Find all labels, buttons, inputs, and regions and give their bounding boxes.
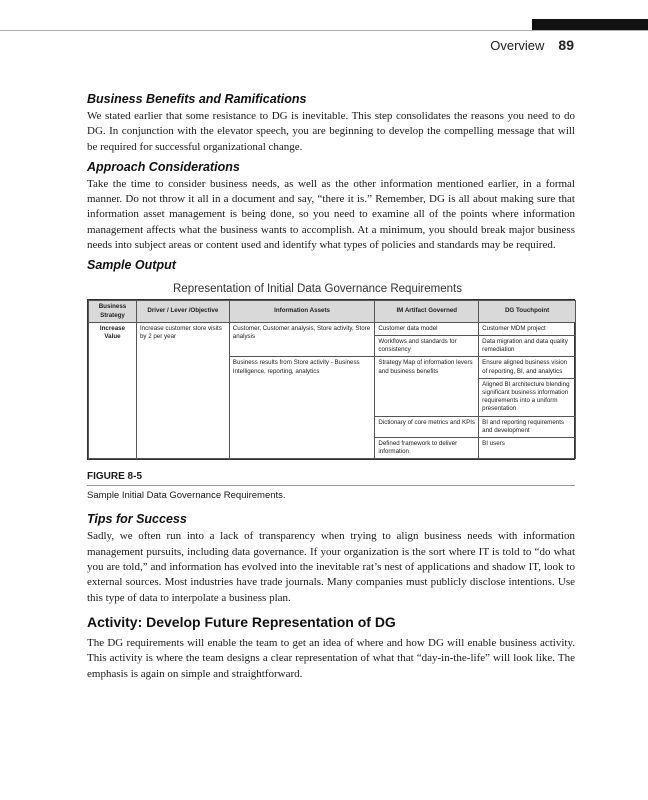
section-body-tips: Sadly, we often run into a lack of transparency when trying to align business needs with information management pursuits, including data governance. If your organization is the sort where IT is told to “do what you are told,” and information has evolved into the inevitable rat’s nest of applications and shadow IT, look to external sources. Most industries have trade journals. Many companies must publicly disclose intentions. Use this type of data to interpolate a business plan.	[87, 530, 575, 604]
table-row	[89, 322, 576, 335]
touchpoint-cell: BI users	[479, 438, 576, 459]
touchpoint-cell: Ensure aligned business vision of reporting, BI, and analytics	[479, 357, 576, 378]
asset-cell: Business results from Store activity - Business Intelligence, reporting, analytics	[229, 357, 375, 459]
figure-table-frame	[87, 299, 575, 460]
requirements-table	[88, 300, 576, 459]
activity-heading: Activity: Develop Future Representation of DG	[87, 613, 396, 630]
table-header-row	[89, 301, 576, 322]
figure-title: Representation of Initial Data Governance Requirements	[173, 283, 462, 296]
page-number: 89	[558, 37, 574, 53]
section-heading-tips: Tips for Success	[87, 512, 187, 527]
running-header-section: Overview	[490, 38, 545, 53]
figure-caption: Sample Initial Data Governance Requirements.	[87, 490, 286, 502]
artifact-cell: Workflows and standards for consistency	[375, 335, 479, 356]
page-content	[87, 92, 575, 687]
column-header: IM Artifact Governed	[375, 301, 479, 322]
section-heading-benefits: Business Benefits and Ramifications	[87, 92, 307, 106]
section-body-benefits: We stated earlier that some resistance to DG is inevitable. This step consolidates the reasons you need to do DG. In conjunction with the elevator speech, you are beginning to develop the compelling message that will be required for successful organizational change.	[87, 110, 575, 153]
artifact-cell: Strategy Map of information levers and business benefits	[375, 357, 479, 416]
header-rule	[0, 30, 648, 31]
touchpoint-cell: Customer MDM project	[479, 322, 576, 335]
figure-rule	[87, 485, 575, 486]
driver-cell: Increase customer store visits by 2 per year	[136, 322, 229, 459]
activity-body: The DG requirements will enable the team to get an idea of where and how DG will enable business activity. This activity is where the team designs a clear representation of what that “day-in-the-life” will look like. The emphasis is again on simple and straightforward.	[87, 636, 575, 680]
section-heading-approach: Approach Considerations	[87, 159, 240, 174]
strategy-cell: Increase Value	[89, 322, 137, 459]
column-header: Information Assets	[229, 301, 375, 322]
asset-cell: Customer, Customer analysis, Store activity, Store analysis	[229, 322, 375, 357]
figure-number: FIGURE 8-5	[87, 471, 143, 483]
running-header	[490, 37, 574, 53]
section-body-approach: Take the time to consider business needs, as well as the other information mentioned earlier, in a formal manner. Do not throw it all in a document and say, “there it is.” Remember, DG is all about making sure that information asset management is being done, so you need to examine all of the points where information management affects what the business wants to accomplish. At a minimum, you should break major business needs into subject areas or content used and identify what types of policies and standards may be required.	[87, 177, 575, 252]
section-heading-sample-output: Sample Output	[87, 258, 176, 273]
touchpoint-cell: Aligned BI architecture blending significant business information requirements into a uniform presentation	[479, 378, 576, 416]
column-header: Driver / Lever /Objective	[136, 301, 229, 322]
touchpoint-cell: BI and reporting requirements and development	[479, 416, 576, 437]
artifact-cell: Dictionary of core metrics and KPIs	[375, 416, 479, 437]
artifact-cell: Defined framework to deliver information	[375, 438, 479, 459]
column-header: DG Touchpoint	[479, 301, 576, 322]
touchpoint-cell: Data migration and data quality remediation	[479, 335, 576, 356]
artifact-cell: Customer data model	[375, 322, 479, 335]
column-header: Business Strategy	[89, 301, 137, 322]
